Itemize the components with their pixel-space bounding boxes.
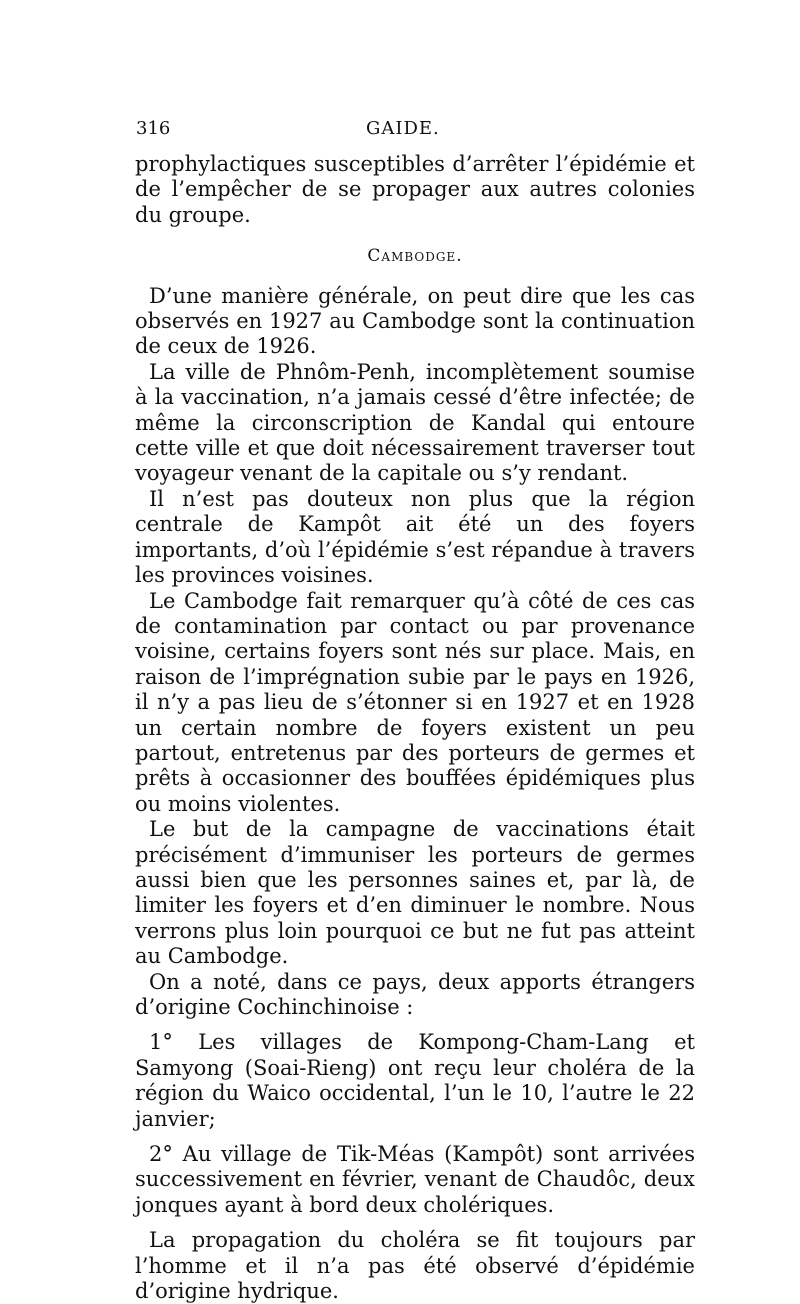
paragraph: Le but de la campagne de vaccinations était précisément d’immuniser les porteurs de germes aussi bien que les personnes saines et, par là, de limiter les foyers et d’en diminuer le nombre. Nous verrons plus loin pourquoi ce but ne fut pas atteint au Cambodge.: [135, 817, 695, 969]
running-head: [136, 118, 696, 146]
paragraph: Il n’est pas douteux non plus que la région centrale de Kampôt ait été un des foyers importants, d’où l’épidémie s’est répandue à travers les provinces voisines.: [135, 486, 695, 588]
list-item: 1° Les villages de Kompong-Cham-Lang et Samyong (Soai-Rieng) ont reçu leur choléra de la région du Waico occidental, l’un le 10, l’autre le 22 janvier;: [135, 1030, 695, 1131]
body-text: [135, 152, 695, 1304]
list-item: 2° Au village de Tik-Méas (Kampôt) sont arrivées successivement en février, venant de Chaudôc, deux jonques ayant à bord deux cholériques.: [135, 1142, 695, 1217]
section-heading: Cambodge.: [367, 246, 463, 267]
running-title: GAIDE.: [366, 118, 440, 139]
page-number: 316: [136, 118, 171, 139]
paragraph: On a noté, dans ce pays, deux apports étrangers d’origine Cochinchinoise :: [135, 969, 695, 1019]
intro-paragraph: prophylactiques susceptibles d’arrêter l’épidémie et de l’empêcher de se propager aux autres colonies du groupe.: [135, 152, 695, 227]
paragraph: Le Cambodge fait remarquer qu’à côté de ces cas de contamination par contact ou par provenance voisine, certains foyers sont nés sur place. Mais, en raison de l’imprégnation subie par le pays en 1926, il n’y a pas lieu de s’étonner si en 1927 et en 1928 un certain nombre de foyers existent un peu partout, entretenus par des porteurs de germes et prêts à occasionner des bouffées épidémiques plus ou moins violentes.: [135, 588, 695, 816]
paragraph: D’une manière générale, on peut dire que les cas observés en 1927 au Cambodge sont la continuation de ceux de 1926.: [135, 283, 695, 359]
paragraph: La ville de Phnôm-Penh, incomplètement soumise à la vaccination, n’a jamais cessé d’être infectée; de même la circonscription de Kandal qui entoure cette ville et que doit nécessairement traverser tout voyageur venant de la capitale ou s’y rendant.: [135, 359, 695, 486]
paragraph: La propagation du choléra se fit toujours par l’homme et il n’a pas été observé d’épidémie d’origine hydrique.: [135, 1228, 695, 1304]
